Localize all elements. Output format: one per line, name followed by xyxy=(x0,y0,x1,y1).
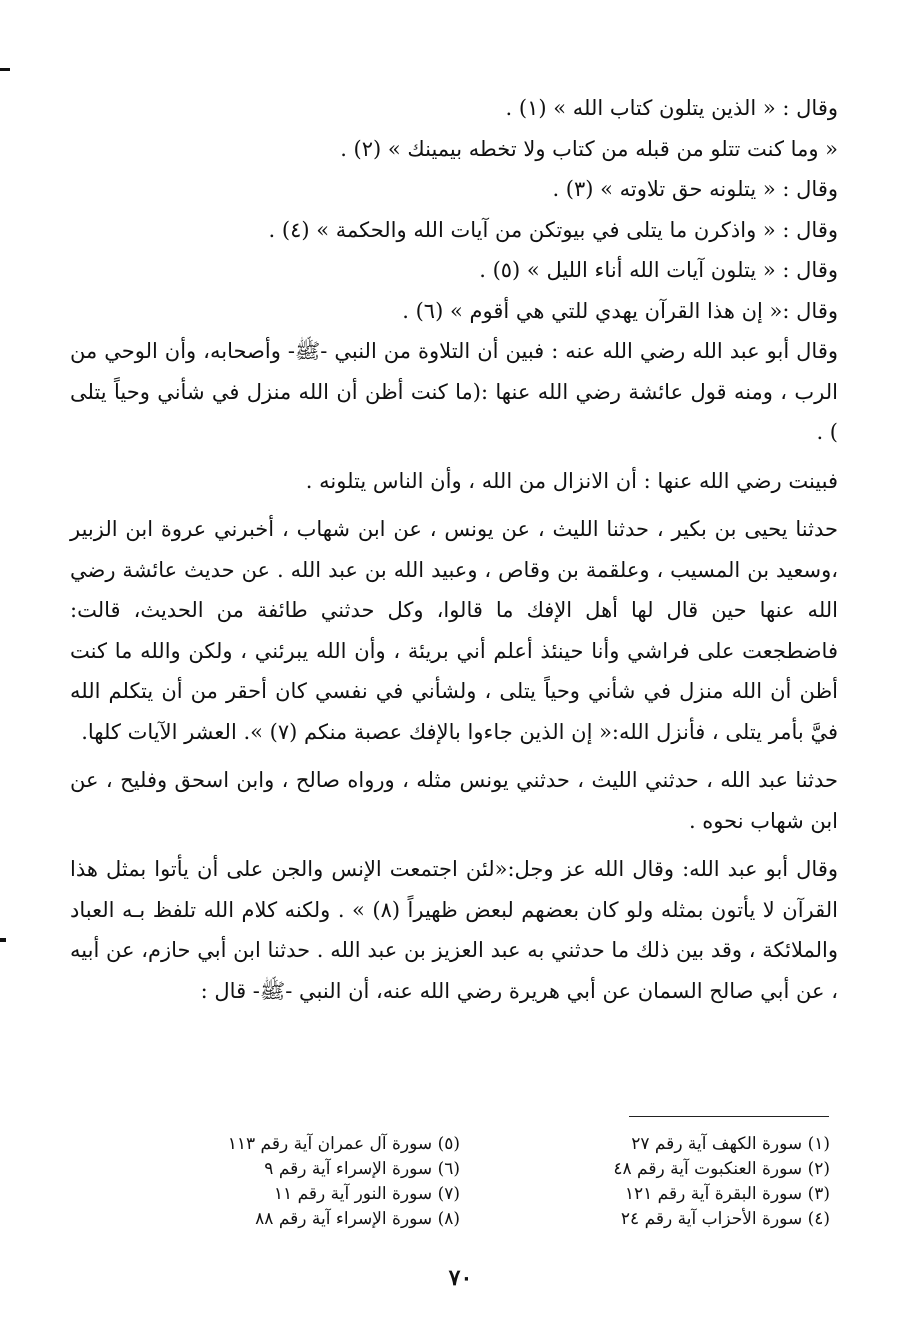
paragraph-2-text: فبينت رضي الله عنها : أن الانزال من الله ، وأن الناس يتلونه . xyxy=(305,468,838,493)
paragraph-4 xyxy=(70,760,838,841)
footnote-3: (٣) سورة البقرة آية رقم ١٢١ xyxy=(624,1184,830,1204)
paragraph-4-text: حدثنا عبد الله ، حدثني الليث ، حدثني يونس مثله ، ورواه صالح ، وابن اسحق وفليح ، عن ابن شهاب نحوه . xyxy=(70,768,838,833)
footnotes xyxy=(160,1132,830,1232)
paragraph-3-text: حدثنا يحيى بن بكير ، حدثنا الليث ، عن يونس ، عن ابن شهاب ، أخبرني عروة ابن الزبير ،وسعيد بن المسيب ، وعلقمة بن وقاص ، وعبيد الله بن عبد الله . عن حديث عائشة رضي الله عنها حين قال لها أهل الإفك ما قالوا، وكل حدثني طائفة من الحديث، قالت: فاضطجعت على فراشي وأنا حينئذ أعلم أني بريئة ، وأن الله يبرئني ، ولكن والله ما كنت أظن أن الله منزل في شأني وحياً يتلى ، ولشأني في نفسي كان أحقر من أن يتكلم الله فيَّ بأمر يتلى ، فأنزل الله:« إن الذين جاءوا بالإفك عصبة منكم (٧) ». العشر الآيات كلها. xyxy=(70,517,838,744)
text-line-3: وقال : « يتلونه حق تلاوته » (٣) . xyxy=(552,177,838,201)
footnote-6: (٦) سورة الإسراء آية رقم ٩ xyxy=(264,1159,460,1179)
paragraph-1 xyxy=(70,331,838,453)
footnote-4: (٤) سورة الأحزاب آية رقم ٢٤ xyxy=(620,1209,830,1229)
footnote-7: (٧) سورة النور آية رقم ١١ xyxy=(273,1184,460,1204)
footnotes-right-column xyxy=(530,1132,830,1232)
main-text xyxy=(70,88,838,1019)
footnote-5: (٥) سورة آل عمران آية رقم ١١٣ xyxy=(227,1134,460,1154)
footnote-8: (٨) سورة الإسراء آية رقم ٨٨ xyxy=(255,1209,460,1229)
paragraph-1-text: وقال أبو عبد الله رضي الله عنه : فبين أن التلاوة من النبي -ﷺ- وأصحابه، وأن الوحي من الرب ، ومنه قول عائشة رضي الله عنها :(ما كنت أظن أن الله منزل في شأني وحياً يتلى ) . xyxy=(70,339,838,444)
paragraph-3 xyxy=(70,509,838,752)
text-line-6: وقال :« إن هذا القرآن يهدي للتي هي أقوم » (٦) . xyxy=(402,298,838,323)
footnote-2: (٢) سورة العنكبوت آية رقم ٤٨ xyxy=(613,1159,830,1179)
margin-mark-middle xyxy=(0,938,6,942)
text-line-1: وقال : « الذين يتلون كتاب الله » (١) . xyxy=(505,96,838,120)
paragraph-5-text: وقال أبو عبد الله: وقال الله عز وجل:«لئن اجتمعت الإنس والجن على أن يأتوا بمثل هذا القرآن لا يأتون بمثله ولو كان بعضهم لبعض ظهيراً (٨) » . ولكنه كلام الله تلفظ بـه العباد والملائكة ، وقد بين ذلك ما حدثني به عبد العزيز بن عبد الله . حدثنا ابن أبي حازم، عن أبيه ، عن أبي صالح السمان عن أبي هريرة رضي الله عنه، أن النبي -ﷺ- قال : xyxy=(70,857,838,1003)
text-line-4: وقال : « واذكرن ما يتلى في بيوتكن من آيات الله والحكمة » (٤) . xyxy=(268,217,838,242)
page-number: ٧٠ xyxy=(448,1265,473,1291)
paragraph-2 xyxy=(70,461,838,502)
margin-mark-top xyxy=(0,68,10,71)
text-line-5: وقال : « يتلون آيات الله أناء الليل » (٥) . xyxy=(479,258,838,282)
text-line-2: « وما كنت تتلو من قبله من كتاب ولا تخطه بيمينك » (٢) . xyxy=(340,136,838,161)
footnote-1: (١) سورة الكهف آية رقم ٢٧ xyxy=(631,1134,830,1154)
footnotes-left-column xyxy=(160,1132,460,1232)
paragraph-5 xyxy=(70,849,838,1011)
footnote-separator xyxy=(629,1116,829,1117)
